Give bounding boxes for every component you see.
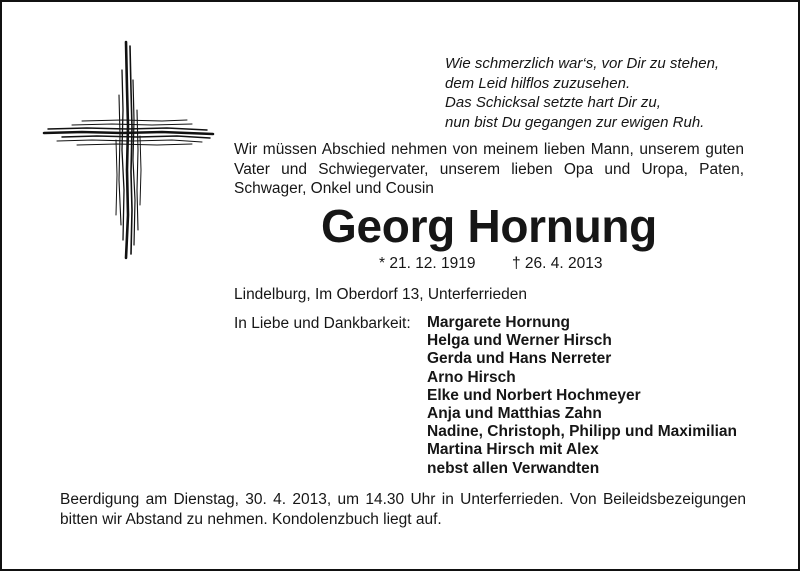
funeral-notice: Beerdigung am Dienstag, 30. 4. 2013, um 14.30 Uhr in Unterferrieden. Von Beileidsbezeigungen bitten wir Abstand zu nehmen. Kondolenzbuch liegt auf. bbox=[60, 491, 746, 528]
poem-line: Das Schicksal setzte hart Dir zu, bbox=[445, 94, 661, 111]
death-date: † 26. 4. 2013 bbox=[512, 255, 603, 272]
mourner-name: Gerda und Hans Nerreter bbox=[427, 350, 612, 368]
poem-line: Wie schmerzlich war‘s, vor Dir zu stehen, bbox=[445, 55, 720, 72]
poem-line: nun bist Du gegangen zur ewigen Ruh. bbox=[445, 113, 705, 131]
mourner-name: nebst allen Verwandten bbox=[427, 459, 600, 477]
deceased-name: Georg Hornung bbox=[321, 200, 657, 252]
mourner-name: Margarete Hornung bbox=[427, 314, 570, 331]
mourner-name: Elke und Norbert Hochmeyer bbox=[427, 386, 641, 404]
mourner-name: Arno Hirsch bbox=[427, 368, 516, 386]
mourner-name: Nadine, Christoph, Philipp und Maximilian bbox=[427, 423, 738, 441]
thanks-label: In Liebe und Dankbarkeit: bbox=[234, 315, 411, 332]
intro-text: Wir müssen Abschied nehmen von meinem lieben Mann, unserem guten Vater und Schwiegervater, unserem lieben Opa und Uropa, Paten, Schwager, Onkel und Cousin bbox=[234, 141, 744, 198]
mourners-list bbox=[427, 314, 737, 478]
poem-line: dem Leid hilflos zuzusehen. bbox=[445, 74, 631, 92]
birth-date: * 21. 12. 1919 bbox=[379, 255, 476, 272]
mourner-name: Anja und Matthias Zahn bbox=[427, 405, 602, 423]
cross-icon bbox=[42, 40, 217, 262]
address: Lindelburg, Im Oberdorf 13, Unterferrieden bbox=[234, 286, 527, 303]
mourner-name: Helga und Werner Hirsch bbox=[427, 332, 612, 350]
mourner-name: Martina Hirsch mit Alex bbox=[427, 441, 599, 459]
poem bbox=[445, 54, 775, 132]
